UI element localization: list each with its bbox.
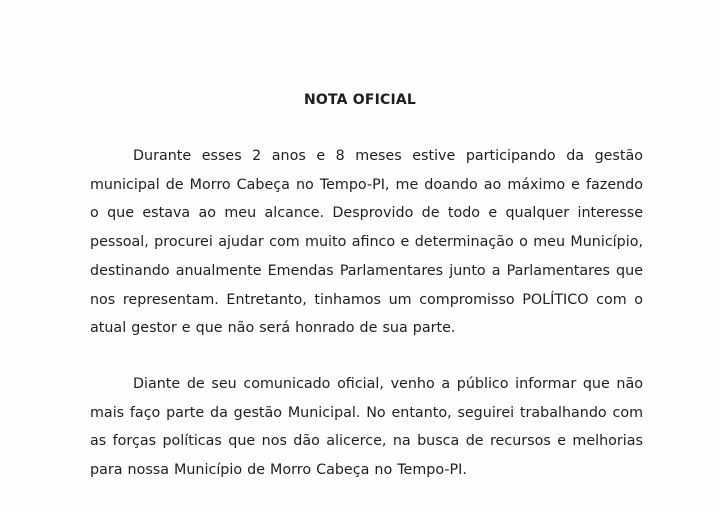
paragraph-2: Diante de seu comunicado oficial, venho a público informar que não mais faço parte da gestão Municipal. No entanto, seguirei trabalhando com as forças políticas que nos dão alicerce, na busca de recursos e melhorias para nossa Município de Morro Cabeça no Tempo-PI.: [90, 376, 643, 479]
document-title: NOTA OFICIAL: [303, 92, 417, 108]
paragraph-1: Durante esses 2 anos e 8 meses estive participando da gestão municipal de Morro Cabeça no Tempo-PI, me doando ao máximo e fazendo o que estava ao meu alcance. Desprovido de todo e qualquer interesse pessoal, procurei ajudar com muito afinco e determinação o meu Município, destinando anualmente Emendas Parlamentares junto a Parlamentares que nos representam. Entretanto, tinhamos um compromisso POLÍTICO com o atual gestor e que não será honrado de sua parte.: [90, 148, 643, 337]
